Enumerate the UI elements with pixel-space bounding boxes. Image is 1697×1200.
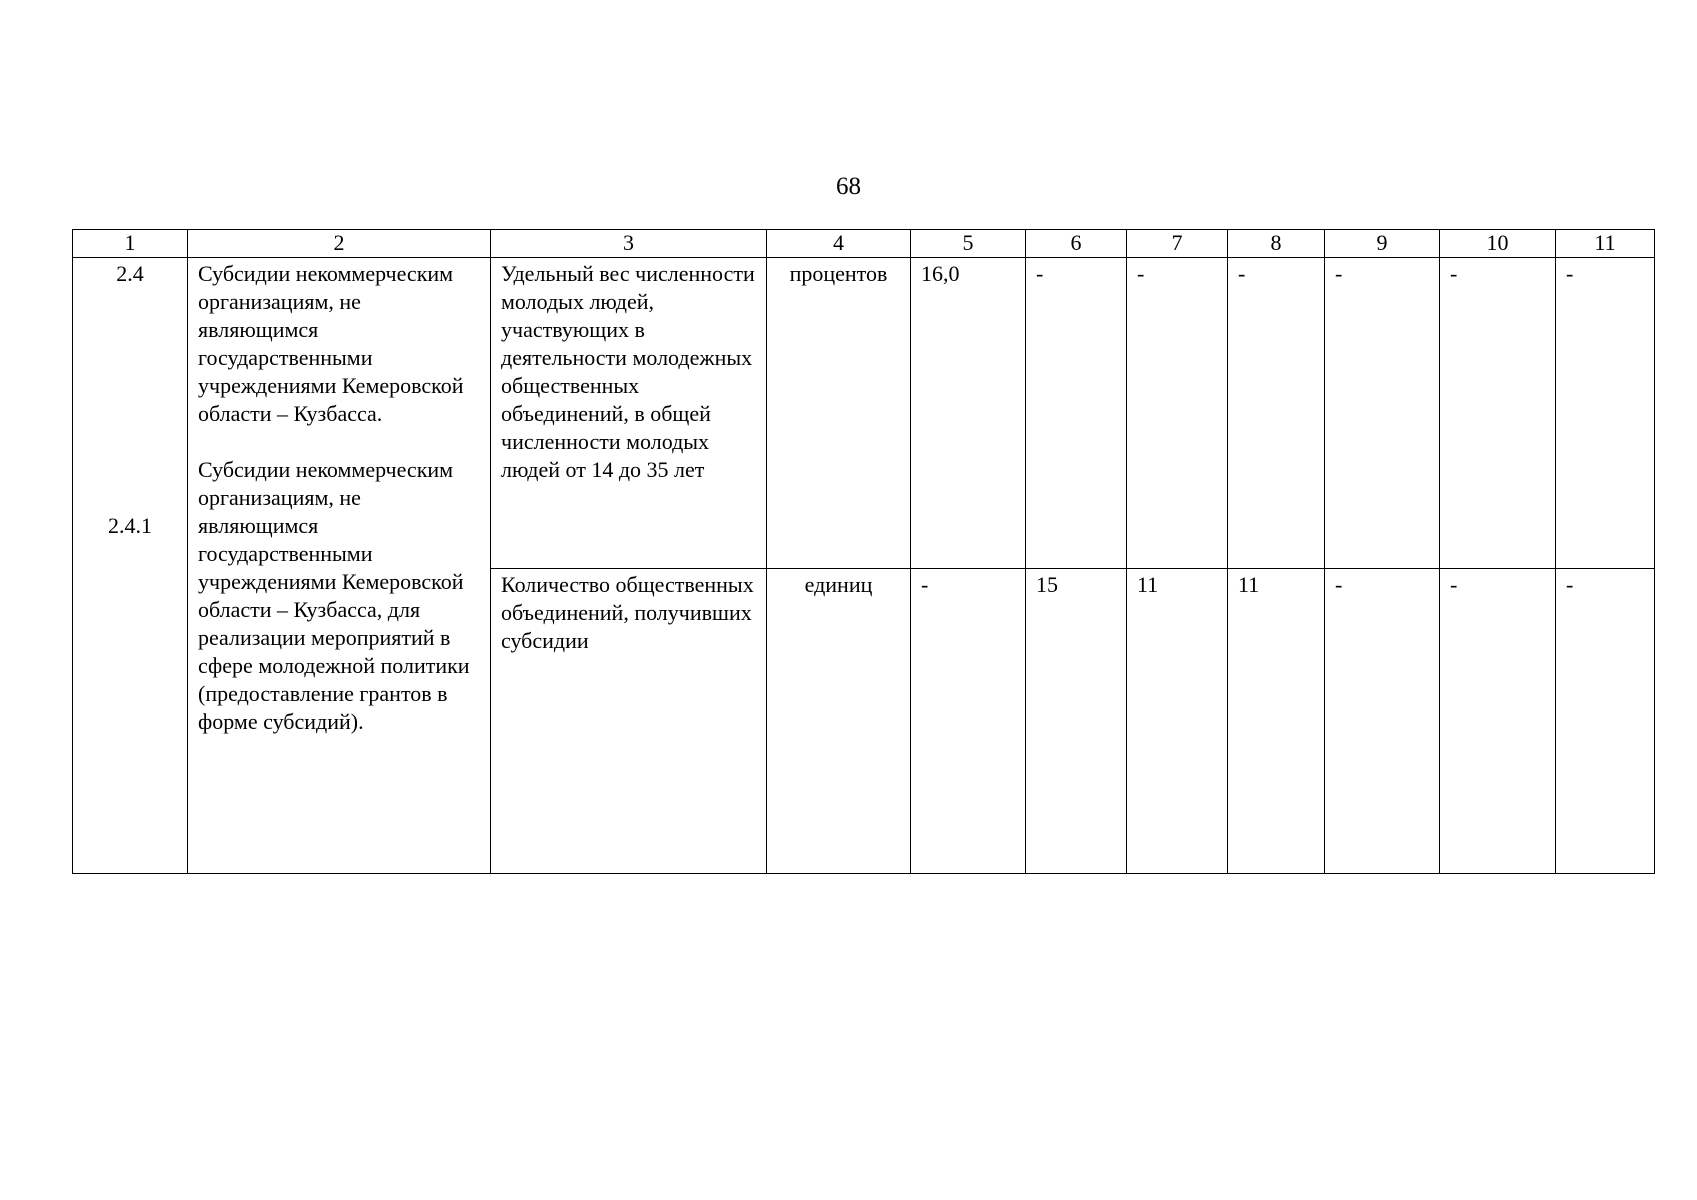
value-cell: - (911, 569, 1026, 874)
value-cell: - (1228, 258, 1325, 569)
unit-cell: единиц (767, 569, 911, 874)
table-row (73, 258, 1655, 569)
header-cell: 1 (73, 230, 188, 258)
indicator-cell: Количество общественных объединений, получивших субсидии (491, 569, 767, 874)
value-cell: 15 (1026, 569, 1127, 874)
code-2-4-1: 2.4.1 (108, 513, 152, 538)
value-cell: - (1440, 258, 1556, 569)
header-cell: 4 (767, 230, 911, 258)
value-cell: - (1325, 569, 1440, 874)
value-cell: - (1556, 569, 1655, 874)
header-cell: 9 (1325, 230, 1440, 258)
header-cell: 5 (911, 230, 1026, 258)
page-number: 68 (836, 173, 861, 200)
value-cell: - (1026, 258, 1127, 569)
code-cell (73, 258, 188, 874)
header-row (73, 230, 1655, 258)
unit-cell: процентов (767, 258, 911, 569)
value-cell: - (1325, 258, 1440, 569)
name-2-4-1: Субсидии некоммерческим организациям, не являющимся государственными учреждениями Кемеровской области – Кузбасса, для реализации мероприятий в сфере молодежной политики (предоставление грантов в форме субсидий). (198, 457, 470, 734)
value-cell: - (1127, 258, 1228, 569)
header-cell: 6 (1026, 230, 1127, 258)
header-cell: 10 (1440, 230, 1556, 258)
name-cell (188, 258, 491, 874)
header-cell: 2 (188, 230, 491, 258)
code-2-4: 2.4 (116, 261, 144, 286)
indicator-cell: Удельный вес численности молодых людей, участвующих в деятельности молодежных общественных объединений, в общей численности молодых людей от 14 до 35 лет (491, 258, 767, 569)
value-cell: - (1440, 569, 1556, 874)
value-cell: 11 (1228, 569, 1325, 874)
header-cell: 3 (491, 230, 767, 258)
data-table (72, 229, 1655, 874)
header-cell: 11 (1556, 230, 1655, 258)
value-cell: 11 (1127, 569, 1228, 874)
value-cell: - (1556, 258, 1655, 569)
name-2-4: Субсидии некоммерческим организациям, не являющимся государственными учреждениями Кемеровской области – Кузбасса. (198, 261, 464, 426)
header-cell: 7 (1127, 230, 1228, 258)
value-cell: 16,0 (911, 258, 1026, 569)
header-cell: 8 (1228, 230, 1325, 258)
